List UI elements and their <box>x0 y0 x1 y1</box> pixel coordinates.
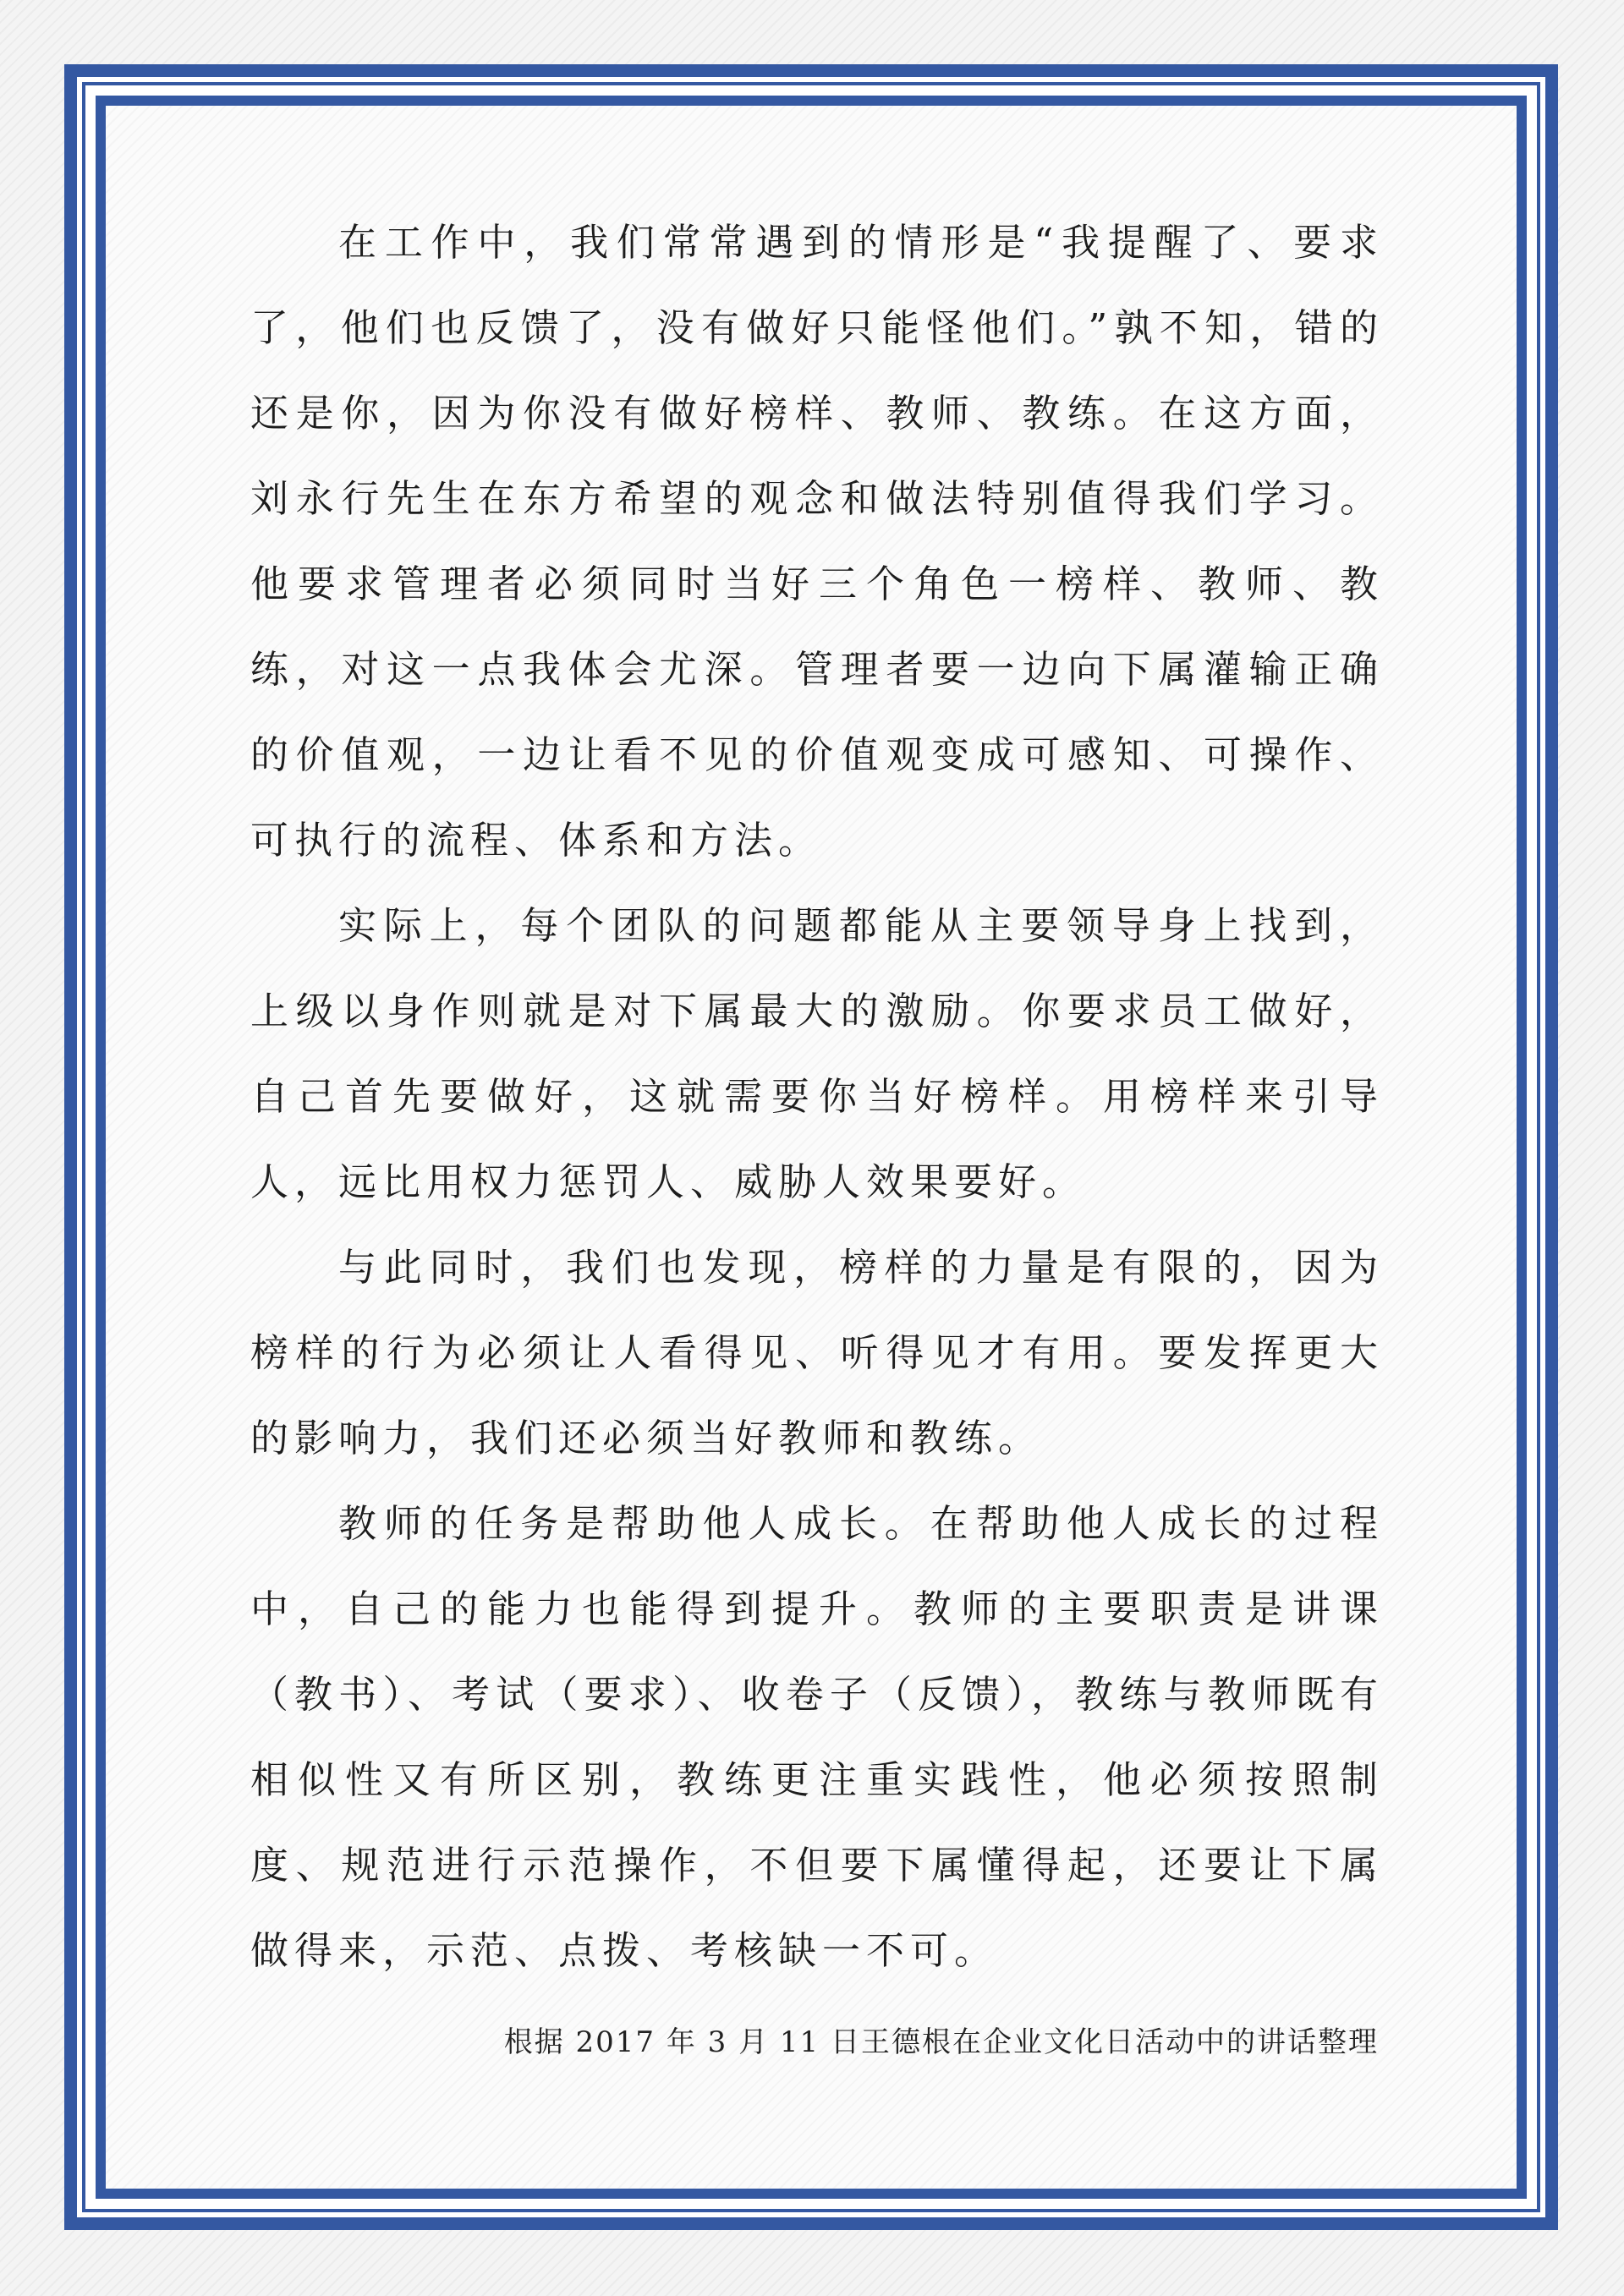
paragraph-3: 与此同时，我们也发现，榜样的力量是有限的，因为榜样的行为必须让人看得见、听得见才有用。要发挥更大的影响力，我们还必须当好教师和教练。 <box>250 1245 1384 1460</box>
source-note: 根据 2017 年 3 月 11 日王德根在企业文化日活动中的讲话整理 <box>503 2025 1379 2059</box>
paragraph-4: 教师的任务是帮助他人成长。在帮助他人成长的过程中，自己的能力也能得到提升。教师的主要职责是讲课（教书）、考试（要求）、收卷子（反馈），教练与教师既有相似性又有所区别，教练更注重实践性，他必须按照制度、规范进行示范操作，不但要下属懂得起，还要让下属做得来，示范、点拨、考核缺一不可。 <box>250 1501 1384 1973</box>
paragraph-2: 实际上，每个团队的问题都能从主要领导身上找到，上级以身作则就是对下属最大的激励。你要求员工做好，自己首先要做好，这就需要你当好榜样。用榜样来引导人，远比用权力惩罚人、威胁人效果要好。 <box>250 903 1384 1204</box>
article-body <box>250 200 1384 1993</box>
paragraph-1: 在工作中，我们常常遇到的情形是“我提醒了、要求了，他们也反馈了，没有做好只能怪他们。”孰不知，错的还是你，因为你没有做好榜样、教师、教练。在这方面，刘永行先生在东方希望的观念和做法特别值得我们学习。他要求管理者必须同时当好三个角色一榜样、教师、教练，对这一点我体会尤深。管理者要一边向下属灌输正确的价值观，一边让看不见的价值观变成可感知、可操作、可执行的流程、体系和方法。 <box>250 220 1384 863</box>
